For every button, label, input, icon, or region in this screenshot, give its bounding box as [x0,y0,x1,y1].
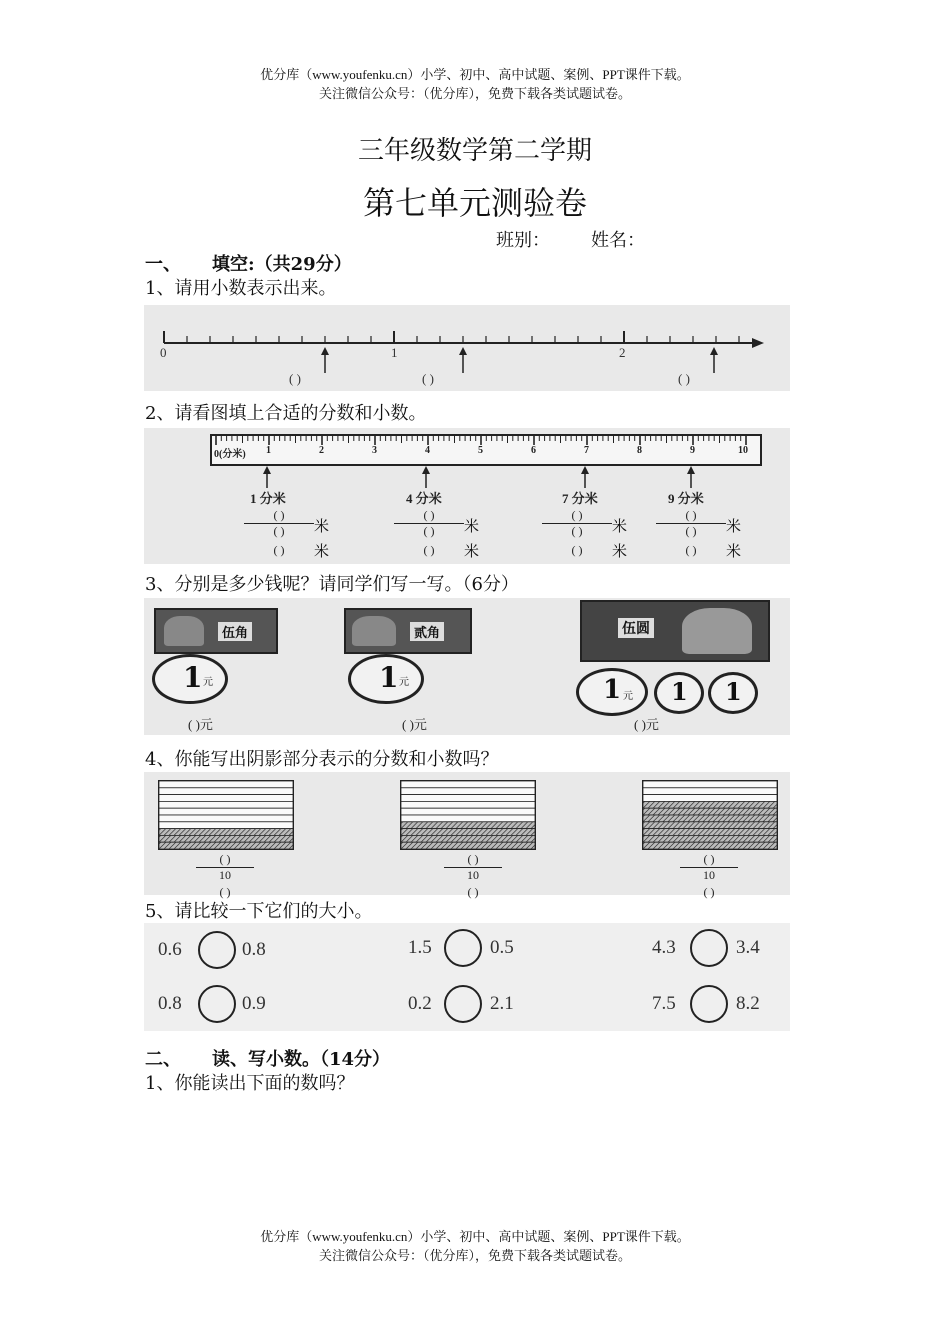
ruler-num-9: 9 [690,445,695,456]
compare-circle-6[interactable] [690,985,728,1023]
ruler-answer-group-2 [394,508,464,558]
compare-right-4: 0.9 [242,993,266,1014]
compare-left-5: 0.2 [408,993,432,1014]
banknote-label: 伍角 [218,622,252,641]
unit-label: 米 [464,542,480,560]
compare-right-6: 8.2 [736,993,760,1014]
coin-1-yuan [348,654,424,704]
shaded-grid-figure [144,772,790,899]
fraction-numerator-blank[interactable]: ( ) [656,508,726,524]
empty-row [401,781,535,788]
numerator-blank[interactable]: ( ) [444,852,502,868]
money-answer-2[interactable]: ( )元 [402,717,427,732]
compare-right-2: 0.5 [490,937,514,958]
compare-circle-4[interactable] [198,985,236,1023]
denominator: 10 [467,868,479,882]
ruler-num-8: 8 [637,445,642,456]
coin-unit: 元 [203,677,213,688]
empty-row [401,815,535,822]
fraction-denominator-blank[interactable]: ( ) [273,524,285,538]
compare-circle-3[interactable] [690,929,728,967]
banknote-5-jiao [154,608,278,654]
compare-right-3: 3.4 [736,937,760,958]
tick-label-0: 0 [160,345,167,360]
grid-svg-1 [159,781,293,849]
empty-row [159,781,293,788]
compare-circle-5[interactable] [444,985,482,1023]
question-1-2: 2、请看图填上合适的分数和小数。 [145,403,427,424]
fraction-denominator-blank[interactable]: ( ) [571,524,583,538]
section-2-heading: 读、写小数。（14分） [212,1049,391,1070]
compare-left-1: 0.6 [158,939,182,960]
ruler-num-1: 1 [266,445,271,456]
grid-svg-3 [643,781,777,849]
grid-svg-2 [401,781,535,849]
coin-value: 1 [671,677,688,706]
section-1-heading: 填空:（共29分） [212,254,352,275]
compare-left-4: 0.8 [158,993,182,1014]
portrait-icon [682,608,752,654]
portrait-icon [352,616,396,646]
footer-line-1: 优分库（www.youfenku.cn）小学、初中、高中试题、案例、PPT课件下载。 [260,1229,690,1244]
question-1-1: 1、请用小数表示出来。 [145,278,337,299]
fraction-denominator-blank[interactable]: ( ) [423,524,435,538]
coin-1-yuan [576,668,648,716]
ruler-figure [144,428,790,564]
money-answer-1[interactable]: ( )元 [188,717,213,732]
decimal-blank[interactable]: ( ) [219,885,231,899]
empty-row [643,795,777,802]
shaded-row [643,835,777,842]
coin-value: 1 [379,661,399,694]
ruler-zero-label: 0(分米) [214,449,246,460]
decimal-blank[interactable]: ( ) [685,543,697,557]
fraction-numerator-blank[interactable]: ( ) [542,508,612,524]
coin-value: 1 [725,677,742,706]
grid-box-3 [642,780,778,850]
fraction-numerator-blank[interactable]: ( ) [244,508,314,524]
empty-row [159,815,293,822]
class-label: 班别： [496,230,550,251]
ruler-body [210,434,762,466]
page-title: 三年级数学第二学期 [357,136,592,166]
fraction-numerator-blank[interactable]: ( ) [394,508,464,524]
grid-box-2 [400,780,536,850]
ruler-num-2: 2 [319,445,324,456]
question-1-4: 4、你能写出阴影部分表示的分数和小数吗？ [145,749,499,770]
ruler-num-3: 3 [372,445,377,456]
grid-answer-3 [680,852,738,900]
question-2-1: 1、你能读出下面的数吗？ [145,1073,355,1094]
empty-row [159,808,293,815]
shaded-row [643,829,777,836]
name-label: 姓名： [591,230,645,251]
shaded-row [401,835,535,842]
pointer-head-1 [321,347,329,355]
empty-row [159,788,293,795]
empty-row [159,795,293,802]
coin-unit: 元 [399,677,409,688]
arrow-label-9: 9 分米 [668,491,704,506]
banknote-label: 贰角 [410,622,444,641]
number-line-figure [144,305,790,391]
numerator-blank[interactable]: ( ) [196,852,254,868]
footer-line-2: 关注微信公众号：（优分库），免费下载各类试题试卷。 [318,1248,631,1263]
ruler-num-5: 5 [478,445,483,456]
unit-label: 米 [314,517,330,535]
unit-label: 米 [612,542,628,560]
unit-label: 米 [726,517,742,535]
number-line-svg [144,305,790,391]
compare-left-6: 7.5 [652,993,676,1014]
shaded-row [401,842,535,849]
compare-right-1: 0.8 [242,939,266,960]
number-line-arrowhead [752,338,764,348]
arrow-label-1: 1 分米 [250,491,286,506]
coin-1-yuan [152,654,228,704]
section-2-number: 二、 [145,1049,181,1070]
unit-label: 米 [314,542,330,560]
empty-row [401,801,535,808]
arrow-label-7: 7 分米 [562,491,598,506]
empty-row [401,788,535,795]
fraction-denominator-blank[interactable]: ( ) [685,524,697,538]
answer-blank-1[interactable]: ( ) [289,371,301,386]
compare-left-3: 4.3 [652,937,676,958]
decimal-blank[interactable]: ( ) [571,543,583,557]
ruler-num-6: 6 [531,445,536,456]
grid-answer-2 [444,852,502,900]
unit-label: 米 [464,517,480,535]
unit-label: 米 [726,542,742,560]
ruler-ticks-svg [212,436,760,464]
pointer-head-2 [459,347,467,355]
pointer-head-3 [710,347,718,355]
number-line-ticks [164,331,739,343]
question-1-5: 5、请比较一下它们的大小。 [145,901,373,922]
compare-figure [144,923,790,1031]
empty-row [159,822,293,829]
banknote-5-yuan [580,600,770,662]
compare-right-5: 2.1 [490,993,514,1014]
page-subtitle: 第七单元测验卷 [362,184,587,222]
shaded-row [643,822,777,829]
shaded-row [643,842,777,849]
shaded-row [401,829,535,836]
ruler-answer-group-1 [244,508,314,558]
shaded-row [159,835,293,842]
coin-1-jiao [708,672,758,714]
tick-label-1: 1 [391,345,398,360]
denominator: 10 [219,868,231,882]
shaded-row [643,808,777,815]
empty-row [643,788,777,795]
answer-blank-3[interactable]: ( ) [678,371,690,386]
coin-value: 1 [183,661,203,694]
banknote-label: 伍圆 [618,618,654,638]
ruler-num-7: 7 [584,445,589,456]
coin-1-jiao [654,672,704,714]
arrow-label-4: 4 分米 [406,491,442,506]
denominator: 10 [703,868,715,882]
empty-row [401,808,535,815]
money-figure [144,598,790,735]
coin-unit: 元 [623,691,633,702]
empty-row [643,781,777,788]
decimal-blank[interactable]: ( ) [703,885,715,899]
shaded-row [401,822,535,829]
empty-row [401,795,535,802]
ruler-answer-group-3 [542,508,612,558]
shaded-row [643,801,777,808]
ruler-num-4: 4 [425,445,430,456]
portrait-icon [164,616,204,646]
header-line-1: 优分库（www.youfenku.cn）小学、初中、高中试题、案例、PPT课件下载。 [260,67,690,82]
decimal-blank[interactable]: ( ) [423,543,435,557]
answer-blank-2[interactable]: ( ) [422,371,434,386]
banknote-2-jiao [344,608,472,654]
section-1-number: 一、 [145,254,181,275]
compare-circle-1[interactable] [198,931,236,969]
grid-answer-1 [196,852,254,900]
money-answer-3[interactable]: ( )元 [634,717,659,732]
compare-circle-2[interactable] [444,929,482,967]
tick-label-2: 2 [619,345,626,360]
ruler-answer-group-4 [656,508,726,558]
coin-value: 1 [603,675,622,705]
empty-row [159,801,293,808]
shaded-row [159,829,293,836]
grid-box-1 [158,780,294,850]
decimal-blank[interactable]: ( ) [467,885,479,899]
numerator-blank[interactable]: ( ) [680,852,738,868]
ruler-num-10: 10 [738,445,748,456]
compare-left-2: 1.5 [408,937,432,958]
unit-label: 米 [612,517,628,535]
question-1-3: 3、分别是多少钱呢？请同学们写一写。（6分） [145,574,519,595]
shaded-row [159,842,293,849]
decimal-blank[interactable]: ( ) [273,543,285,557]
header-line-2: 关注微信公众号：（优分库），免费下载各类试题试卷。 [318,86,631,101]
shaded-row [643,815,777,822]
